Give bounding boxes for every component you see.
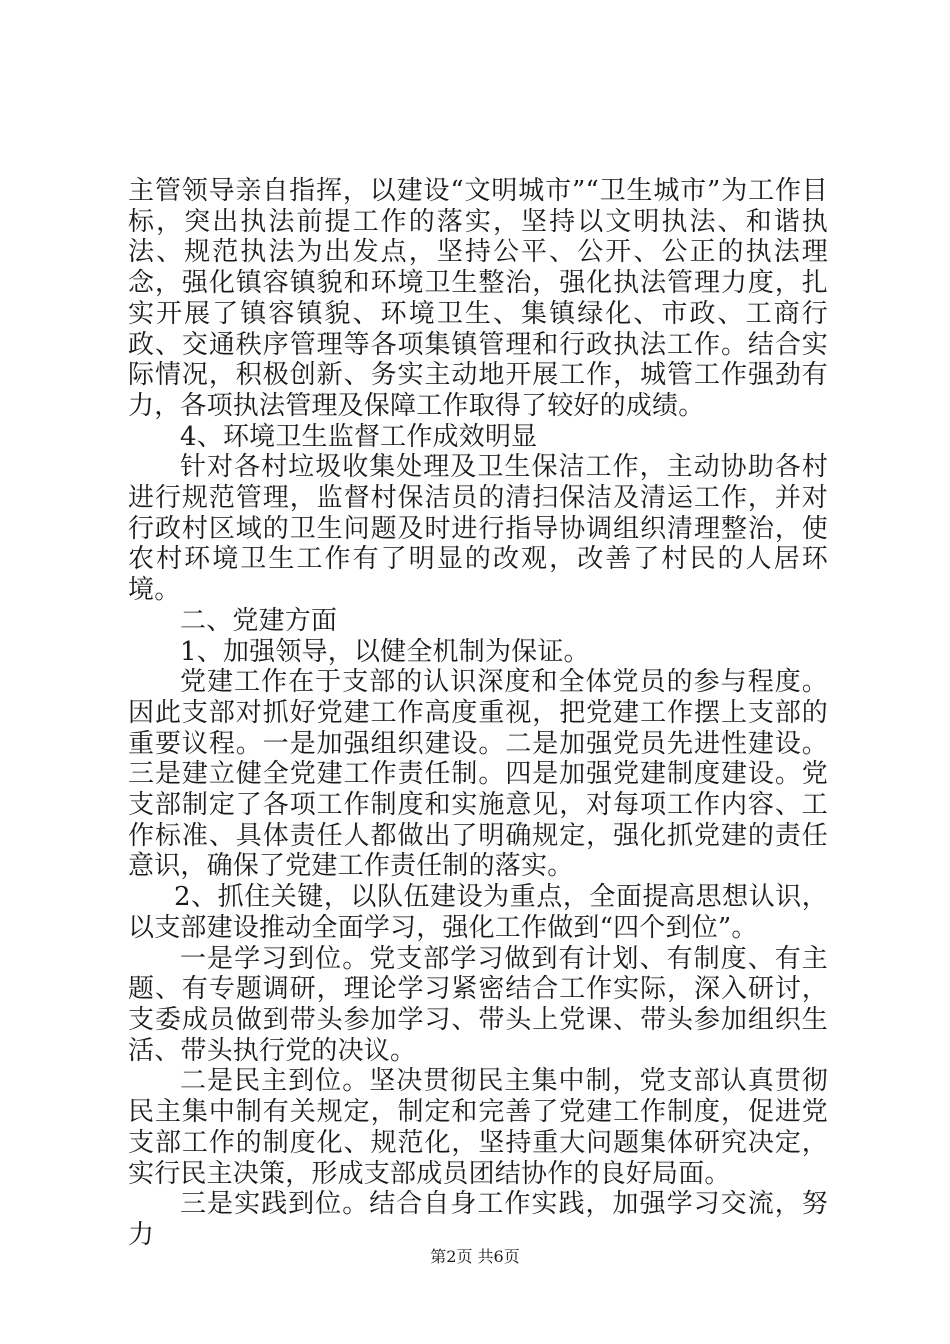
page-footer bbox=[0, 1244, 950, 1267]
paragraph-party-building-work: 党建工作在于支部的认识深度和全体党员的参与程度。因此支部对抓好党建工作高度重视，把党建工作摆上支部的重要议程。一是加强组织建设。二是加强党员先进性建设。三是建立健全党建工作责任制。四是加强党建制度建设。党支部制定了各项工作制度和实施意见，对每项工作内容、工作标准、具体责任人都做出了明确规定，强化抓党建的责任意识，确保了党建工作责任制的落实。 bbox=[128, 667, 828, 882]
heading-environment-supervision: 4、环境卫生监督工作成效明显 bbox=[180, 421, 538, 452]
heading-team-building: 2、抓住关键，以队伍建设为重点，全面提高思想认识，以支部建设推动全面学习，强化工作做到“四个到位”。 bbox=[128, 882, 828, 943]
document-body bbox=[128, 176, 828, 1251]
paragraph-study-in-place: 一是学习到位。党支部学习做到有计划、有制度、有主题、有专题调研，理论学习紧密结合工作实际，深入研讨，支委成员做到带头参加学习、带头上党课、带头参加组织生活、带头执行党的决议。 bbox=[128, 943, 828, 1066]
paragraph-environment-supervision: 针对各村垃圾收集处理及卫生保洁工作，主动协助各村进行规范管理，监督村保洁员的清扫保洁及清运工作，并对行政村区域的卫生问题及时进行指导协调组织清理整治，使农村环境卫生工作有了明显的改观，改善了村民的人居环境。 bbox=[128, 452, 828, 606]
heading-party-building: 二、党建方面 bbox=[180, 605, 338, 636]
paragraph-practice-in-place: 三是实践到位。结合自身工作实践，加强学习交流，努力 bbox=[128, 1189, 828, 1250]
page-indicator: 第2页 共6页 bbox=[430, 1247, 520, 1266]
paragraph-democracy-in-place: 二是民主到位。坚决贯彻民主集中制，党支部认真贯彻民主集中制有关规定，制定和完善了党建工作制度，促进党支部工作的制度化、规范化，坚持重大问题集体研究决定，实行民主决策，形成支部成员团结协作的良好局面。 bbox=[128, 1066, 828, 1189]
heading-strengthen-leadership: 1、加强领导，以健全机制为保证。 bbox=[180, 636, 590, 667]
paragraph-urban-management: 主管领导亲自指挥，以建设“文明城市”“卫生城市”为工作目标，突出执法前提工作的落实，坚持以文明执法、和谐执法、规范执法为出发点，坚持公平、公开、公正的执法理念，强化镇容镇貌和环境卫生整治，强化执法管理力度，扎实开展了镇容镇貌、环境卫生、集镇绿化、市政、工商行政、交通秩序管理等各项集镇管理和行政执法工作。结合实际情况，积极创新、务实主动地开展工作，城管工作强劲有力，各项执法管理及保障工作取得了较好的成绩。 bbox=[128, 176, 828, 421]
